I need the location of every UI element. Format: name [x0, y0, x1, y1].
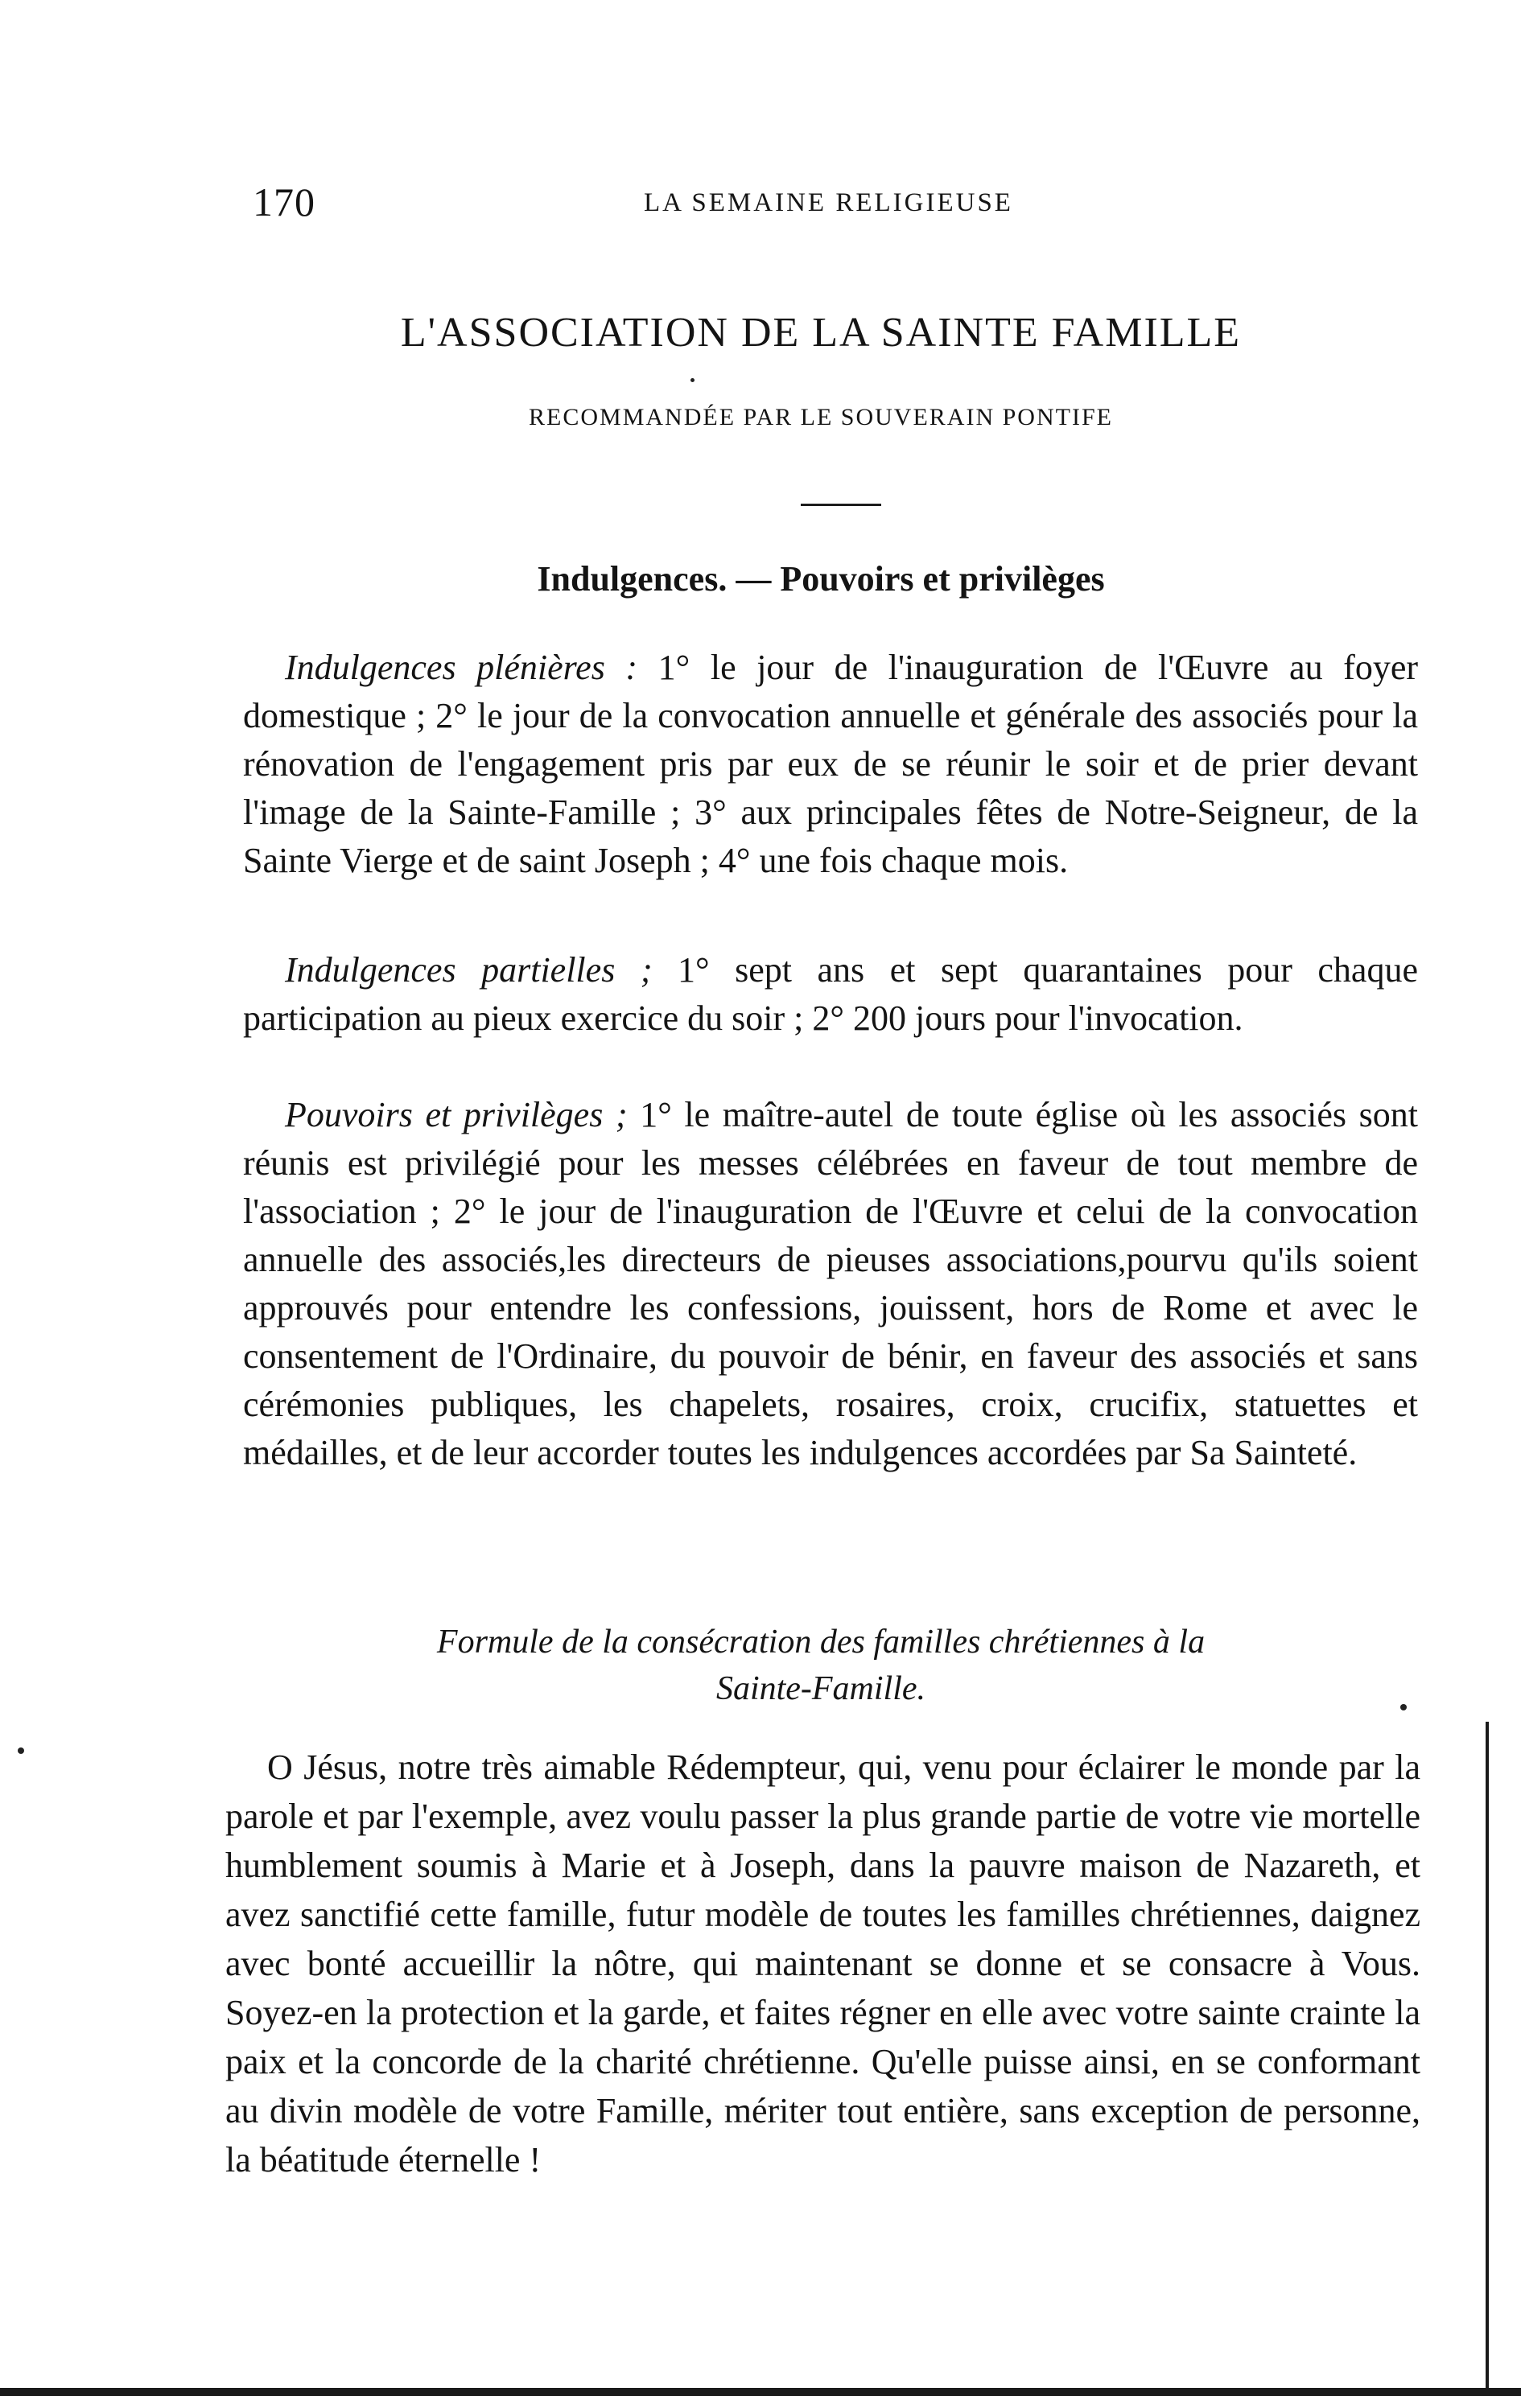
article-title: L'ASSOCIATION DE LA SAINTE FAMILLE: [400, 310, 1242, 356]
paragraph-indulgences-plenieres: [243, 644, 1418, 885]
consecration-prayer: [225, 1743, 1420, 2184]
formula-title-line1: Formule de la consécration des familles chrétiennes à la: [436, 1624, 1206, 1661]
paragraph-indulgences-partielles: [243, 946, 1418, 1043]
formula-title: [274, 1619, 1368, 1712]
paragraph-pouvoirs-privileges: [243, 1091, 1418, 1477]
title-rule: [801, 504, 881, 506]
scan-margin-line: [1486, 1722, 1489, 2389]
running-header: [241, 179, 1400, 227]
scan-speck: [690, 378, 695, 382]
scan-speck: [1400, 1704, 1407, 1710]
page-number: 170: [253, 179, 315, 224]
formula-title-line2: Sainte-Famille.: [715, 1670, 926, 1707]
paragraph-lead: Indulgences plénières :: [285, 648, 638, 687]
paragraph-text: 1° le maître-autel de toute église où les associés sont réunis est privilégié pour les messes célébrées en faveur de tout membre de l'association ; 2° le jour de l'inauguration de l'Œuvre et celui de la convocation annuelle des associés,les directeurs de pieuses associations,pourvu qu'ils soient approuvés pour entendre les confessions, jouissent, hors de Rome et avec le consentement de l'Ordinaire, du pouvoir de bénir, en faveur des associés et sans cérémonies publiques, les chapelets, rosaires, croix, crucifix, statuettes et médailles, et de leur accorder toutes les indulgences accordées par Sa Sainteté.: [243, 1095, 1418, 1472]
scan-bottom-edge: [0, 2388, 1521, 2396]
scan-speck: [18, 1747, 24, 1754]
running-title: LA SEMAINE RELIGIEUSE: [644, 188, 1013, 217]
paragraph-lead: Pouvoirs et privilèges ;: [285, 1095, 628, 1134]
prayer-text: O Jésus, notre très aimable Rédempteur, qui, venu pour éclairer le monde par la parole et par l'exemple, avez voulu passer la plus grande partie de votre vie mortelle humblement soumis à Marie et à Joseph, dans la pauvre maison de Nazareth, et avez sanctifié cette famille, futur modèle de toutes les familles chrétiennes, daignez avec bonté accueillir la nôtre, qui maintenant se donne et se consacre à Vous. Soyez-en la protection et la garde, et faites régner en elle avec votre sainte crainte la paix et la concorde de la charité chrétienne. Qu'elle puisse ainsi, en se conformant au divin modèle de votre Famille, mériter tout entière, sans exception de personne, la béatitude éternelle !: [225, 1747, 1420, 2180]
section-heading: Indulgences. — Pouvoirs et privilèges: [537, 559, 1105, 599]
paragraph-text: 1° sept ans et sept quarantaines pour chaque participation au pieux exercice du soir ; 2° 200 jours pour l'invocation.: [243, 950, 1418, 1038]
paragraph-text: 1° le jour de l'inauguration de l'Œuvre au foyer domestique ; 2° le jour de la convocation annuelle et générale des associés pour la rénovation de l'engagement pris par eux de se réunir le soir et de prier devant l'image de la Sainte-Famille ; 3° aux principales fêtes de Notre-Seigneur, de la Sainte Vierge et de saint Joseph ; 4° une fois chaque mois.: [243, 648, 1419, 880]
paragraph-lead: Indulgences partielles ;: [285, 950, 653, 990]
article-subtitle: RECOMMANDÉE PAR LE SOUVERAIN PONTIFE: [529, 404, 1113, 430]
